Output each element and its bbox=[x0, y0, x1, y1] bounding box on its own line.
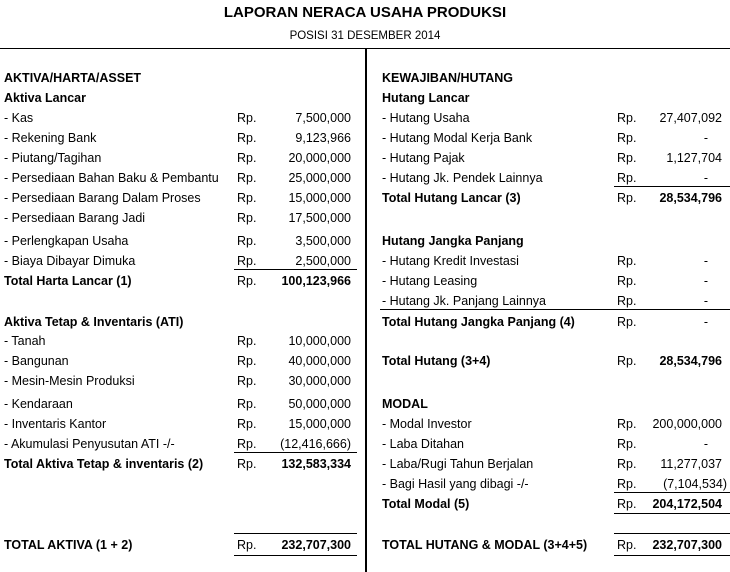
currency-label: Rp. bbox=[617, 497, 637, 511]
assets-header: AKTIVA/HARTA/ASSET bbox=[4, 71, 142, 85]
subtotal-rule bbox=[234, 452, 357, 453]
column-divider bbox=[365, 48, 367, 572]
currency-label: Rp. bbox=[617, 274, 637, 288]
currency-label: Rp. bbox=[237, 111, 257, 125]
row-label: - Hutang Kredit Investasi bbox=[382, 254, 519, 268]
grand-total-rule bbox=[234, 533, 357, 534]
currency-label: Rp. bbox=[617, 417, 637, 431]
subtotal-underline bbox=[614, 513, 730, 514]
subtotal-rule bbox=[614, 492, 730, 493]
row-label: - Bangunan bbox=[4, 354, 69, 368]
total-amount: 28,534,796 bbox=[659, 354, 722, 368]
row-label: - Hutang Leasing bbox=[382, 274, 478, 288]
row-amount: 30,000,000 bbox=[288, 374, 351, 388]
currency-label: Rp. bbox=[237, 437, 257, 451]
currency-label: Rp. bbox=[237, 131, 257, 145]
currency-label: Rp. bbox=[617, 457, 637, 471]
report-title: LAPORAN NERACA USAHA PRODUKSI bbox=[223, 4, 507, 21]
currency-label: Rp. bbox=[237, 274, 257, 288]
row-label: - Biaya Dibayar Dimuka bbox=[4, 254, 136, 268]
row-label: - Bagi Hasil yang dibagi -/- bbox=[382, 477, 529, 491]
row-amount: 17,500,000 bbox=[288, 211, 351, 225]
row-label: - Mesin-Mesin Produksi bbox=[4, 374, 135, 388]
row-label: - Hutang Jk. Pendek Lainnya bbox=[382, 171, 543, 185]
currency-label: Rp. bbox=[237, 374, 257, 388]
currency-label: Rp. bbox=[617, 354, 637, 368]
total-label: Total Aktiva Tetap & inventaris (2) bbox=[4, 457, 204, 471]
currency-label: Rp. bbox=[617, 131, 637, 145]
grand-total-amount: 232,707,300 bbox=[281, 538, 351, 552]
row-amount: 3,500,000 bbox=[295, 234, 351, 248]
currency-label: Rp. bbox=[237, 397, 257, 411]
row-amount: 20,000,000 bbox=[288, 151, 351, 165]
row-label: - Hutang Jk. Panjang Lainnya bbox=[382, 294, 546, 308]
current-liabilities-heading: Hutang Lancar bbox=[382, 91, 470, 105]
row-amount: 10,000,000 bbox=[288, 334, 351, 348]
total-label: Total Hutang Jangka Panjang (4) bbox=[382, 315, 575, 329]
row-label: - Kas bbox=[4, 111, 34, 125]
row-amount: - bbox=[703, 254, 708, 268]
row-label: - Tanah bbox=[4, 334, 46, 348]
currency-label: Rp. bbox=[237, 211, 257, 225]
total-label: Total Modal (5) bbox=[382, 497, 470, 511]
row-amount: 15,000,000 bbox=[288, 417, 351, 431]
liabilities-header: KEWAJIBAN/HUTANG bbox=[382, 71, 514, 85]
currency-label: Rp. bbox=[617, 171, 637, 185]
row-amount: 11,277,037 bbox=[660, 457, 722, 471]
row-label: - Kendaraan bbox=[4, 397, 73, 411]
total-amount: 132,583,334 bbox=[281, 457, 351, 471]
subtotal-rule bbox=[380, 309, 730, 310]
row-amount: (7,104,534) bbox=[663, 477, 727, 491]
long-term-liabilities-heading: Hutang Jangka Panjang bbox=[382, 234, 524, 248]
row-amount: 40,000,000 bbox=[288, 354, 351, 368]
currency-label: Rp. bbox=[617, 437, 637, 451]
row-label: - Persediaan Bahan Baku & Pembantu bbox=[4, 171, 219, 185]
row-label: - Hutang Pajak bbox=[382, 151, 465, 165]
row-label: - Perlengkapan Usaha bbox=[4, 234, 129, 248]
subtotal-rule bbox=[234, 269, 357, 270]
currency-label: Rp. bbox=[237, 191, 257, 205]
row-label: - Laba/Rugi Tahun Berjalan bbox=[382, 457, 534, 471]
currency-label: Rp. bbox=[617, 477, 637, 491]
total-amount: - bbox=[703, 315, 708, 329]
row-amount: 50,000,000 bbox=[288, 397, 351, 411]
currency-label: Rp. bbox=[237, 151, 257, 165]
total-amount: 100,123,966 bbox=[281, 274, 351, 288]
row-label: - Rekening Bank bbox=[4, 131, 97, 145]
grand-total-underline bbox=[614, 555, 730, 556]
row-amount: 1,127,704 bbox=[666, 151, 722, 165]
row-amount: 9,123,966 bbox=[295, 131, 351, 145]
row-amount: 2,500,000 bbox=[295, 254, 351, 268]
row-label: - Hutang Modal Kerja Bank bbox=[382, 131, 533, 145]
total-amount: 204,172,504 bbox=[652, 497, 722, 511]
grand-total-underline bbox=[234, 555, 357, 556]
row-label: - Modal Investor bbox=[382, 417, 472, 431]
subtotal-rule bbox=[614, 186, 730, 187]
currency-label: Rp. bbox=[237, 538, 257, 552]
currency-label: Rp. bbox=[237, 254, 257, 268]
row-amount: - bbox=[703, 274, 708, 288]
report-subtitle: POSISI 31 DESEMBER 2014 bbox=[289, 30, 441, 42]
row-label: - Akumulasi Penyusutan ATI -/- bbox=[4, 437, 175, 451]
currency-label: Rp. bbox=[617, 294, 637, 308]
row-amount: - bbox=[703, 437, 708, 451]
equity-heading: MODAL bbox=[382, 397, 428, 411]
grand-total-amount: 232,707,300 bbox=[652, 538, 722, 552]
row-amount: 7,500,000 bbox=[295, 111, 351, 125]
row-label: - Piutang/Tagihan bbox=[4, 151, 102, 165]
row-amount: (12,416,666) bbox=[280, 437, 351, 451]
row-amount: 25,000,000 bbox=[288, 171, 351, 185]
row-amount: 200,000,000 bbox=[652, 417, 722, 431]
grand-total-rule bbox=[614, 533, 730, 534]
currency-label: Rp. bbox=[237, 171, 257, 185]
currency-label: Rp. bbox=[237, 234, 257, 248]
row-amount: 27,407,092 bbox=[659, 111, 722, 125]
total-label: Total Harta Lancar (1) bbox=[4, 274, 132, 288]
row-label: - Persediaan Barang Dalam Proses bbox=[4, 191, 201, 205]
currency-label: Rp. bbox=[617, 151, 637, 165]
row-amount: - bbox=[703, 294, 708, 308]
row-label: - Persediaan Barang Jadi bbox=[4, 211, 146, 225]
currency-label: Rp. bbox=[237, 334, 257, 348]
total-amount: 28,534,796 bbox=[659, 191, 722, 205]
currency-label: Rp. bbox=[617, 538, 637, 552]
currency-label: Rp. bbox=[237, 354, 257, 368]
total-label: Total Hutang (3+4) bbox=[382, 354, 491, 368]
row-label: - Hutang Usaha bbox=[382, 111, 470, 125]
currency-label: Rp. bbox=[237, 417, 257, 431]
fixed-assets-heading: Aktiva Tetap & Inventaris (ATI) bbox=[4, 315, 184, 329]
grand-total-label: TOTAL HUTANG & MODAL (3+4+5) bbox=[382, 538, 588, 552]
currency-label: Rp. bbox=[617, 111, 637, 125]
grand-total-label: TOTAL AKTIVA (1 + 2) bbox=[4, 538, 133, 552]
row-label: - Laba Ditahan bbox=[382, 437, 465, 451]
currency-label: Rp. bbox=[617, 191, 637, 205]
currency-label: Rp. bbox=[237, 457, 257, 471]
row-amount: 15,000,000 bbox=[288, 191, 351, 205]
row-amount: - bbox=[703, 171, 708, 185]
total-label: Total Hutang Lancar (3) bbox=[382, 191, 521, 205]
row-amount: - bbox=[703, 131, 708, 145]
currency-label: Rp. bbox=[617, 315, 637, 329]
current-assets-heading: Aktiva Lancar bbox=[4, 91, 86, 105]
currency-label: Rp. bbox=[617, 254, 637, 268]
row-label: - Inventaris Kantor bbox=[4, 417, 107, 431]
